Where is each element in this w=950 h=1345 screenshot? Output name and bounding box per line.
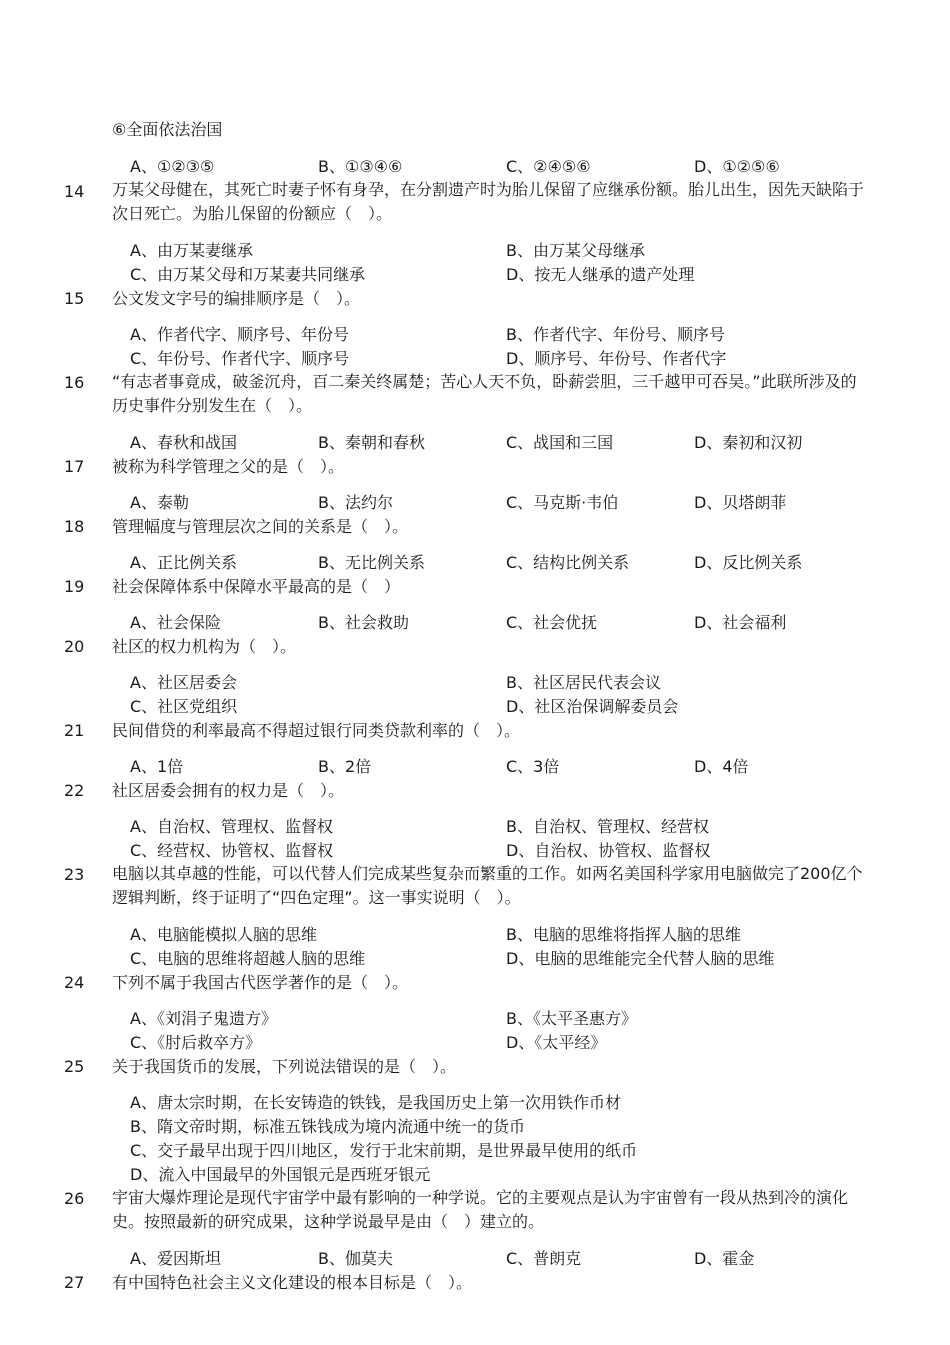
question-number: 14 bbox=[64, 182, 85, 201]
question-option: A、唐太宗时期，在长安铸造的铁钱，是我国历史上第一次用铁作币材 bbox=[130, 1093, 621, 1112]
question-option: C、社会优抚 bbox=[506, 613, 598, 632]
question-option: A、作者代字、顺序号、年份号 bbox=[130, 325, 349, 344]
question-number: 26 bbox=[64, 1189, 85, 1208]
question-option: B、社区居民代表会议 bbox=[506, 673, 661, 692]
question-option: D、贝塔朗菲 bbox=[694, 493, 787, 512]
question-option: C、马克斯·韦伯 bbox=[506, 493, 619, 512]
question-option: D、反比例关系 bbox=[694, 553, 803, 572]
question-number: 19 bbox=[64, 577, 85, 596]
question-option: D、电脑的思维能完全代替人脑的思维 bbox=[506, 949, 775, 968]
question-option: C、经营权、协管权、监督权 bbox=[130, 841, 334, 860]
question-option: C、社区党组织 bbox=[130, 697, 238, 716]
question-option: C、年份号、作者代字、顺序号 bbox=[130, 349, 350, 368]
question-option: B、隋文帝时期，标准五铢钱成为境内流通中统一的货币 bbox=[130, 1117, 525, 1136]
question-option: C、3倍 bbox=[506, 757, 560, 776]
question-13-option-6: ⑥全面依法治国 bbox=[112, 120, 223, 139]
question-option: A、爱因斯坦 bbox=[130, 1249, 221, 1268]
question-option: A、正比例关系 bbox=[130, 553, 237, 572]
question-option: A、自治权、管理权、监督权 bbox=[130, 817, 333, 836]
question-number: 27 bbox=[64, 1273, 85, 1292]
question-option: A、泰勒 bbox=[130, 493, 189, 512]
question-number: 24 bbox=[64, 973, 85, 992]
question-text: “有志者事竟成，破釜沉舟，百二秦关终属楚；苦心人天不负，卧薪尝胆，三千越甲可吞吴。”此联所涉及的历史事件分别发生在（ ）。 bbox=[112, 372, 857, 415]
question-option: C、电脑的思维将超越人脑的思维 bbox=[130, 949, 366, 968]
question-number: 18 bbox=[64, 517, 85, 536]
question-option: C、战国和三国 bbox=[506, 433, 614, 452]
question-option: C、《肘后救卒方》 bbox=[130, 1033, 262, 1052]
question-option: D、按无人继承的遗产处理 bbox=[506, 265, 695, 284]
question-option: A、《刘涓子鬼遗方》 bbox=[130, 1009, 277, 1028]
question-text: 公文发文字号的编排顺序是（ ）。 bbox=[112, 289, 361, 308]
question-13-option-a: A、①②③⑤ bbox=[130, 157, 215, 176]
question-number: 20 bbox=[64, 637, 85, 656]
question-option: D、4倍 bbox=[694, 757, 749, 776]
question-text: 民间借贷的利率最高不得超过银行同类贷款利率的（ ）。 bbox=[112, 721, 521, 740]
question-option: A、由万某妻继承 bbox=[130, 241, 253, 260]
question-option: D、社区治保调解委员会 bbox=[506, 697, 679, 716]
question-number: 15 bbox=[64, 289, 85, 308]
question-option: D、霍金 bbox=[694, 1249, 755, 1268]
question-option: A、1倍 bbox=[130, 757, 184, 776]
question-option: A、春秋和战国 bbox=[130, 433, 237, 452]
question-text: 管理幅度与管理层次之间的关系是（ ）。 bbox=[112, 517, 409, 536]
question-option: C、交子最早出现于四川地区，发行于北宋前期，是世界最早使用的纸币 bbox=[130, 1141, 638, 1160]
question-option: D、自治权、协管权、监督权 bbox=[506, 841, 711, 860]
question-text: 社区居委会拥有的权力是（ ）。 bbox=[112, 781, 345, 800]
question-option: B、自治权、管理权、经营权 bbox=[506, 817, 709, 836]
question-option: D、流入中国最早的外国银元是西班牙银元 bbox=[130, 1165, 431, 1184]
question-13-option-b: B、①③④⑥ bbox=[318, 157, 403, 176]
question-option: A、社区居委会 bbox=[130, 673, 237, 692]
question-option: B、由万某父母继承 bbox=[506, 241, 645, 260]
question-option: B、秦朝和春秋 bbox=[318, 433, 425, 452]
question-text: 社区的权力机构为（ ）。 bbox=[112, 637, 297, 656]
question-13-option-d: D、①②⑤⑥ bbox=[694, 157, 780, 176]
question-option: B、无比例关系 bbox=[318, 553, 425, 572]
question-number: 17 bbox=[64, 457, 85, 476]
question-option: B、伽莫夫 bbox=[318, 1249, 393, 1268]
question-text: 宇宙大爆炸理论是现代宇宙学中最有影响的一种学说。它的主要观点是认为宇宙曾有一段从热到冷的演化史。按照最新的研究成果，这种学说最早是由（ ）建立的。 bbox=[112, 1188, 849, 1231]
question-option: D、顺序号、年份号、作者代字 bbox=[506, 349, 727, 368]
question-option: D、秦初和汉初 bbox=[694, 433, 803, 452]
question-text: 下列不属于我国古代医学著作的是（ ）。 bbox=[112, 973, 409, 992]
question-option: B、作者代字、年份号、顺序号 bbox=[506, 325, 725, 344]
question-option: B、《太平圣惠方》 bbox=[506, 1009, 637, 1028]
question-number: 16 bbox=[64, 373, 85, 392]
question-number: 25 bbox=[64, 1057, 85, 1076]
question-option: C、由万某父母和万某妻共同继承 bbox=[130, 265, 366, 284]
question-number: 23 bbox=[64, 865, 85, 884]
question-option: B、社会救助 bbox=[318, 613, 409, 632]
question-text: 万某父母健在，其死亡时妻子怀有身孕，在分割遗产时为胎儿保留了应继承份额。胎儿出生，因先天缺陷于次日死亡。为胎儿保留的份额应（ ）。 bbox=[112, 180, 865, 223]
question-option: C、结构比例关系 bbox=[506, 553, 630, 572]
question-number: 21 bbox=[64, 721, 85, 740]
question-option: A、社会保险 bbox=[130, 613, 221, 632]
question-option: D、社会福利 bbox=[694, 613, 787, 632]
question-option: B、2倍 bbox=[318, 757, 372, 776]
question-option: D、《太平经》 bbox=[506, 1033, 607, 1052]
question-option: B、法约尔 bbox=[318, 493, 393, 512]
question-number: 22 bbox=[64, 781, 85, 800]
question-text: 被称为科学管理之父的是（ ）。 bbox=[112, 457, 345, 476]
question-option: B、电脑的思维将指挥人脑的思维 bbox=[506, 925, 741, 944]
question-text: 关于我国货币的发展，下列说法错误的是（ ）。 bbox=[112, 1057, 457, 1076]
question-option: A、电脑能模拟人脑的思维 bbox=[130, 925, 317, 944]
question-text: 社会保障体系中保障水平最高的是（ ） bbox=[112, 577, 401, 596]
question-13-option-c: C、②④⑤⑥ bbox=[506, 157, 591, 176]
question-option: C、普朗克 bbox=[506, 1249, 582, 1268]
question-text: 电脑以其卓越的性能，可以代替人们完成某些复杂而繁重的工作。如两名美国科学家用电脑做完了200亿个逻辑判断，终于证明了“四色定理”。这一事实说明（ ）。 bbox=[112, 864, 863, 907]
question-text: 有中国特色社会主义文化建设的根本目标是（ ）。 bbox=[112, 1273, 473, 1292]
